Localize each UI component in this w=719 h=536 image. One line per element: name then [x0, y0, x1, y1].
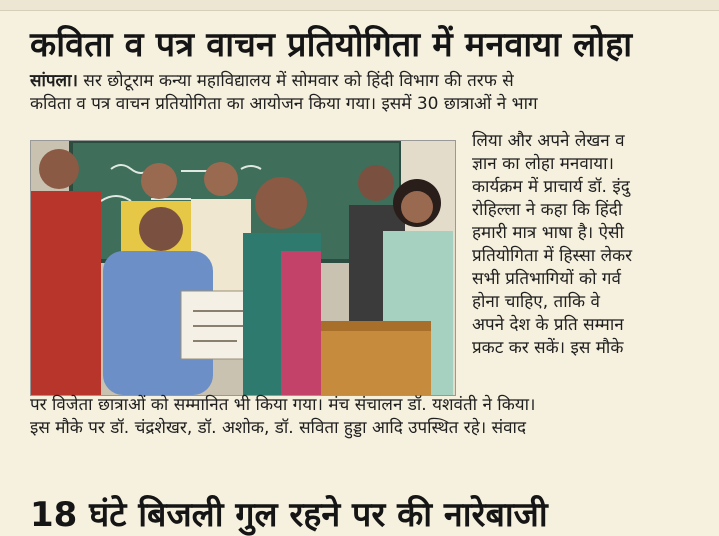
intro-line-2: कविता व पत्र वाचन प्रतियोगिता का आयोजन किया गया। इसमें 30 छात्राओं ने भाग [30, 94, 538, 114]
article-photo [30, 140, 456, 396]
intro-line-1-text: सर छोटूराम कन्या महाविद्यालय में सोमवार को हिंदी विभाग की तरफ से [77, 71, 514, 91]
side-line-7: सभी प्रतिभागियों को गर्व [472, 269, 621, 289]
dateline: सांपला। [30, 71, 78, 91]
previous-article-edge [0, 0, 719, 11]
closing-line-1: पर विजेता छात्राओं को सम्मानित भी किया गया। मंच संचालन डॉ. यशवंती ने किया। [30, 395, 536, 415]
side-line-1: लिया और अपने लेखन व [472, 131, 625, 151]
closing-line-2: इस मौके पर डॉ. चंद्रशेखर, डॉ. अशोक, डॉ. सविता हुड्डा आदि उपस्थित रहे। संवाद [30, 418, 526, 438]
side-line-9: अपने देश के प्रति सम्मान [472, 315, 624, 335]
award-photo-illustration [31, 141, 455, 395]
side-line-10: प्रकट कर सकें। इस मौके [472, 338, 624, 358]
side-line-8: होना चाहिए, ताकि वे [472, 292, 600, 312]
side-line-2: ज्ञान का लोहा मनवाया। [472, 154, 614, 174]
article-intro [30, 70, 710, 116]
article-headline: कविता व पत्र वाचन प्रतियोगिता में मनवाया लोहा [30, 25, 633, 65]
article-closing [30, 394, 710, 440]
next-article-headline: 18 घंटे बिजली गुल रहने पर की नारेबाजी [30, 495, 548, 535]
side-line-3: कार्यक्रम में प्राचार्य डॉ. इंदु [472, 177, 630, 197]
side-line-6: प्रतियोगिता में हिस्सा लेकर [472, 246, 633, 266]
side-line-4: रोहिल्ला ने कहा कि हिंदी [472, 200, 623, 220]
article-side-column [472, 130, 672, 360]
intro-line-1 [30, 70, 710, 93]
side-line-5: हमारी मात्र भाषा है। ऐसी [472, 223, 624, 243]
